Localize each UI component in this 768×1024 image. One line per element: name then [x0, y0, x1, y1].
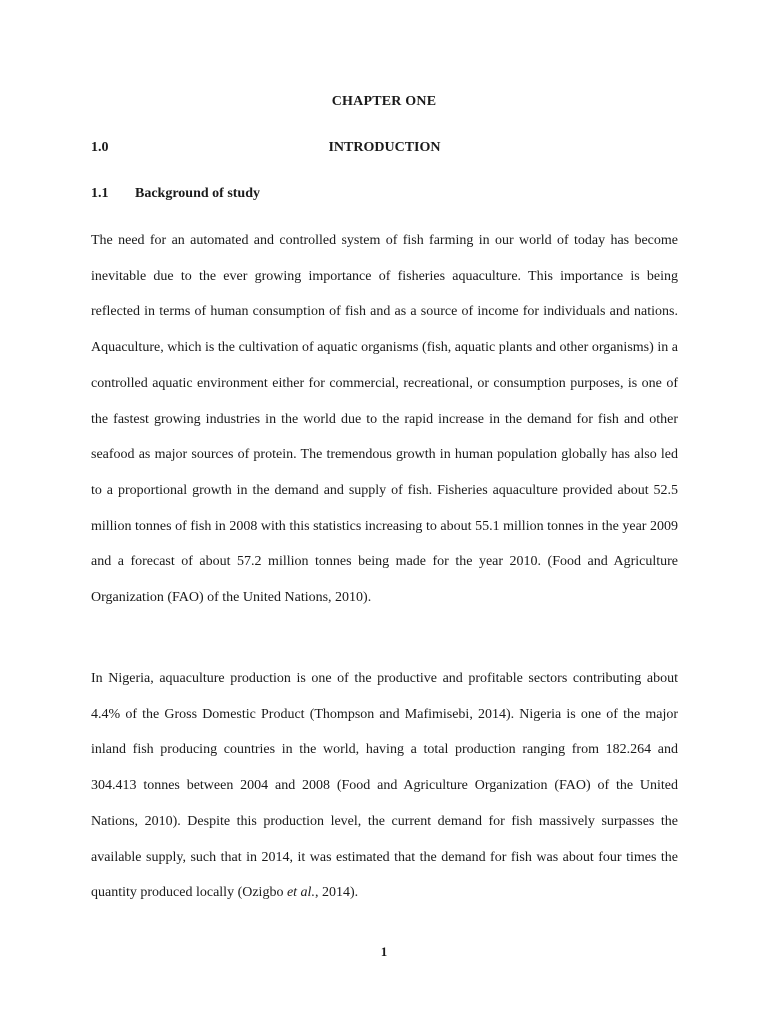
paragraph-nigeria-end: , 2014).: [314, 885, 359, 901]
subsection-number: 1.1: [91, 186, 109, 201]
section-title: INTRODUCTION: [328, 140, 441, 155]
chapter-title: CHAPTER ONE: [331, 94, 437, 109]
subsection-title: Background of study: [135, 186, 261, 201]
page-number: 1: [380, 944, 388, 959]
citation-et-al: et al.: [286, 885, 315, 901]
section-number: 1.0: [91, 140, 109, 155]
paragraph-background: The need for an automated and controlled system of fish farming in our world of today has become inevitable due to the ever growing importance of fisheries aquaculture. This importance is being reflected in terms of human consumption of fish and as a source of income for individuals and nations. Aquaculture, which is the cultivation of aquatic organisms (fish, aquatic plants and other organisms) in a controlled aquatic environment either for commercial, recreational, or consumption purposes, is one of the fastest growing industries in the world due to the rapid increase in the demand for fish and other seafood as major sources of protein. The tremendous growth in human population globally has also led to a proportional growth in the demand and supply of fish. Fisheries aquaculture provided about 52.5 million tonnes of fish in 2008 with this statistics increasing to about 55.1 million tonnes in the year 2009 and a forecast of about 57.2 million tonnes being made for the year 2010. (Food and Agriculture Organization (FAO) of the United Nations, 2010).: [91, 233, 678, 606]
paragraph-nigeria-text: In Nigeria, aquaculture production is one of the productive and profitable sectors contributing about 4.4% of the Gross Domestic Product (Thompson and Mafimisebi, 2014). Nigeria is one of the major inland fish producing countries in the world, having a total production ranging from 182.264 and 304.413 tonnes between 2004 and 2008 (Food and Agriculture Organization (FAO) of the United Nations, 2010). Despite this production level, the current demand for fish massively surpasses the available supply, such that in 2014, it was estimated that the demand for fish was about four times the quantity produced locally (Ozigbo: [91, 671, 678, 901]
subsection-heading: [91, 186, 678, 206]
paragraph-nigeria: [91, 661, 678, 911]
section-heading: [91, 140, 678, 160]
